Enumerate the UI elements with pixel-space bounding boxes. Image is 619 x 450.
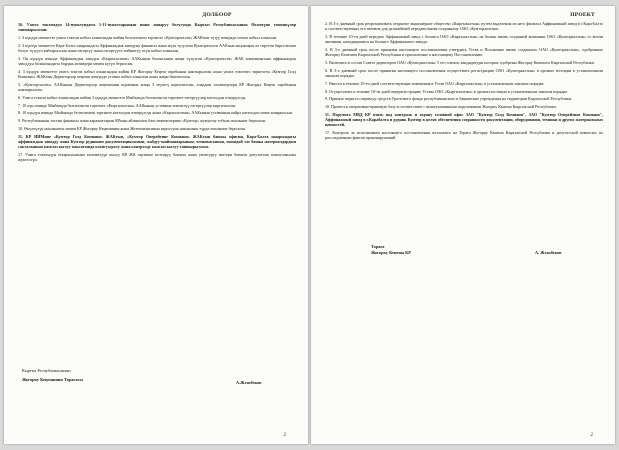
- paragraph: 4. В 3-х дневный срок после принятия настоящего постановления утвердить Устав и Положение вновь созданного ОАО «Кумтораалтын», одобренные Жогорку Кенешем Кыргызской Республики и прилагаемые к настоящему Постановлению.: [325, 47, 603, 58]
- document-page-right: [311, 6, 615, 444]
- paragraph: 6. Уамга токтом кабыл алынгандан кийин 3 күндүк мөөнөттө Мыйзамда белгиленген тартипте өзгөртүүлөр каттоодан өткөрүлсүн.: [18, 94, 247, 100]
- paragraph: 9. Республиканын тастык финансы жана каражаттарын КРнын айлыктагы баш мекемелерине «Кумтор» жумушчу тобуна маалымат берилсин.: [18, 118, 266, 124]
- paragraph: 8. Осуществить в течение 10-ти дней перерегистрацию Устава ОАО «Кыргызалтын» в органах юстиции в установленном законом порядке.: [325, 88, 569, 94]
- paragraph: 9. Принять меры по переводу средств Трастового фонда республиканского в банковские учреждения на территории Кыргызской Республики.: [325, 96, 573, 102]
- paragraph: 17. Контроль за исполнением настоящего постановления возложить на Тораға Жогорку Кенеша Кыргызской Республики и депутатской комиссии по расследованию фактов правонарушений.: [325, 130, 603, 141]
- page-header: ПРОЕКТ: [570, 12, 595, 18]
- paragraph: 7. 10 күн ичинде Мыйзамда белгиленген тартипте «Кыргызалтын» ААКынын уставына тиешелүү өзгөртүүлөр киргизилсин.: [18, 102, 237, 108]
- paragraph: 5. Включить в состав Совета директоров ОАО «Кумтораалтын» 5 его членов, кандидатуры которых одобрены Жогорку Кенешем Кыргызской Республики.: [325, 60, 595, 65]
- paragraph-list: [325, 21, 603, 141]
- paragraph: 4. 3 күндүк мөөнөттө уамга токтом кабыл алынгандан кийин КР Жогорку Кеңеш тарабынан жактырылган жана уамга токтомго тиркелген «Кумтор Голд Компани» ЖАКтын Директорлор кеңеши жөнүндө уставы кабыл алынсын жана жаңы бекитилсин.: [18, 68, 296, 79]
- paragraph: 6. В 3-х дневный срок после принятия настоящего постановления осуществить регистрацию ОАО «Кумтораалтын» в органах юстиции в установленном законом порядке.: [325, 67, 603, 78]
- page-header: ДОЛБООР: [202, 12, 232, 18]
- paragraph: 3. В течение 10-ти дней передать Аффинажный завод с баланса ОАО «Кыргызалтын» на баланс вновь созданной компании ОАО «Кумтораалтын» со всеми активами, находящимися на балансе Аффинажного завода.: [325, 34, 603, 45]
- paragraph: 5. «Кумтортаалти» ААКынын Директорлор кеңешинин курамына жаңы 5 мүчөсү киргизилсин, алардын талапкерлери КР Жогорку Кеңеш тарабынан жактырылган.: [18, 81, 296, 92]
- page-number: 2: [283, 433, 286, 438]
- paragraph: 3. Он күндүн ичинде Аффинаждык заводун «Кыргызалтын» ААКынын балансынан жаңы түзүлгөн «Кумтораталти» ЖАК компаниясына аффинаждык заводдун балансындагы бардык активдери менен күтүп берилсин.: [18, 55, 296, 66]
- paragraph: 11. Поручить МВД КР взять под контроль и охрану головной офис ЗАО "Кумтор Голд Компани", ЗАО "Кумтор Оперейтинг Компани", Аффинажный завод в г.Карабалта и рудник Кумтор в целях обеспечения сохранности документации, оборудования, техники и других материальных ценностей.: [325, 111, 603, 128]
- paragraph: 1. 3 күндүк мөөнөттө уамга токтом кабыл алынгандан кийин белгиленген тартипте «Кумтораталти» ЖАКтын түзүү жөнүндө чечим кабыл алынсын.: [18, 35, 278, 40]
- page-content: [325, 12, 603, 438]
- document-page-left: [4, 6, 308, 444]
- signature-name: А. Жээнбеков: [535, 250, 562, 255]
- signature-block: [22, 368, 83, 383]
- signature-title: Тораға: [371, 244, 385, 249]
- signature-block: [371, 244, 411, 256]
- paragraph: 2. В 3-х дневный срок реорганизовать открытое акционерное общество «Кыргызалтын» путем выделения из него филиала Аффинажный завод в г.Кара-Балта и соответствующих его активов для дальнейшей передачи вновь созданному ОАО «Кумтораалтын».: [325, 21, 603, 32]
- paragraph-list: [18, 22, 296, 162]
- paragraph: 10. Провести оперативно-правовую базу в соответствие с вышеуказанными поручениями Жогорку Кенеша Кыргызской Республики.: [325, 104, 557, 110]
- signature-name: А.Жээнбеков: [236, 380, 262, 385]
- paragraph: 8. 10 күндүн ичинде Мыйзамда белгиленген тартипте каттоодон өткөрүлсүн жана «Кыргызалтын» ААКынын уставынын кайра каттоодон ишке ашырылсын.: [18, 110, 293, 116]
- paragraph: 10. Өкүлчүлүк маалыматы менен КР Жогорку Кеңешинин жана Жетекчилигинин кароосуна шашылыш түрдө маалымат берилсин.: [18, 125, 246, 131]
- paragraph: 7. Внести в течение 10-ти дней соответствующие изменения в Устав ОАО «Кыргызалтын» в установленном законом порядке.: [325, 80, 545, 86]
- page-number: 2: [590, 433, 593, 438]
- paragraph: 11. КР ИИМине «Кумтор Голд Компани» ЖАКтын, «Кумтор Оперейтинг Компани» ЖАКтын башкы офисин, Кара-Балта шаарындагы аффинаждык заводду жана Кумтор рудникин документациясынын, жабдуу-шайманаарынын, техникасынын, ошондой эле башка материалдардын сакталышын камсыз кылуу максатында коопсуздукту жана контролду камсыз кылуу тапшырылсын.: [18, 133, 296, 150]
- signature-org: Кыргыз Республикасынын: [22, 368, 71, 373]
- paragraph: 2. 3 күнтүк мөөнөттө Кара-Балта шаарындагы Аффинаждык заводуну финансы жана мүлк түзүлгөн Кумтораталти ААКына акциялары ал төрттөн биргелешип болуп түзүүгө кайтарылсын жана өзгөртүү жана өзгөртүүгө тийиштүү өтүн кабыл алынсын.: [18, 42, 296, 53]
- paragraph: 16. Уамга токтомдун 14-пунктундагы 1-11-пункттарынын ишке ашыруу болугунда Кыргыз Республикасынын Өкмөтүнө төмөнкүлөр тапшырылсын:: [18, 22, 296, 33]
- signature-title: Жогорку Кеңешинин Төрагасы: [22, 377, 83, 382]
- signature-org: Жогорку Кенеша КР: [371, 250, 411, 255]
- paragraph: 17. Уамга токтомдун аткарылышына көзөмөлдүк кылуу КР ЖК тартипке келтирүү боюнча жана уюштуруу иштери боюнча депутаттык комиссиясына жүктөлсүн.: [18, 151, 296, 163]
